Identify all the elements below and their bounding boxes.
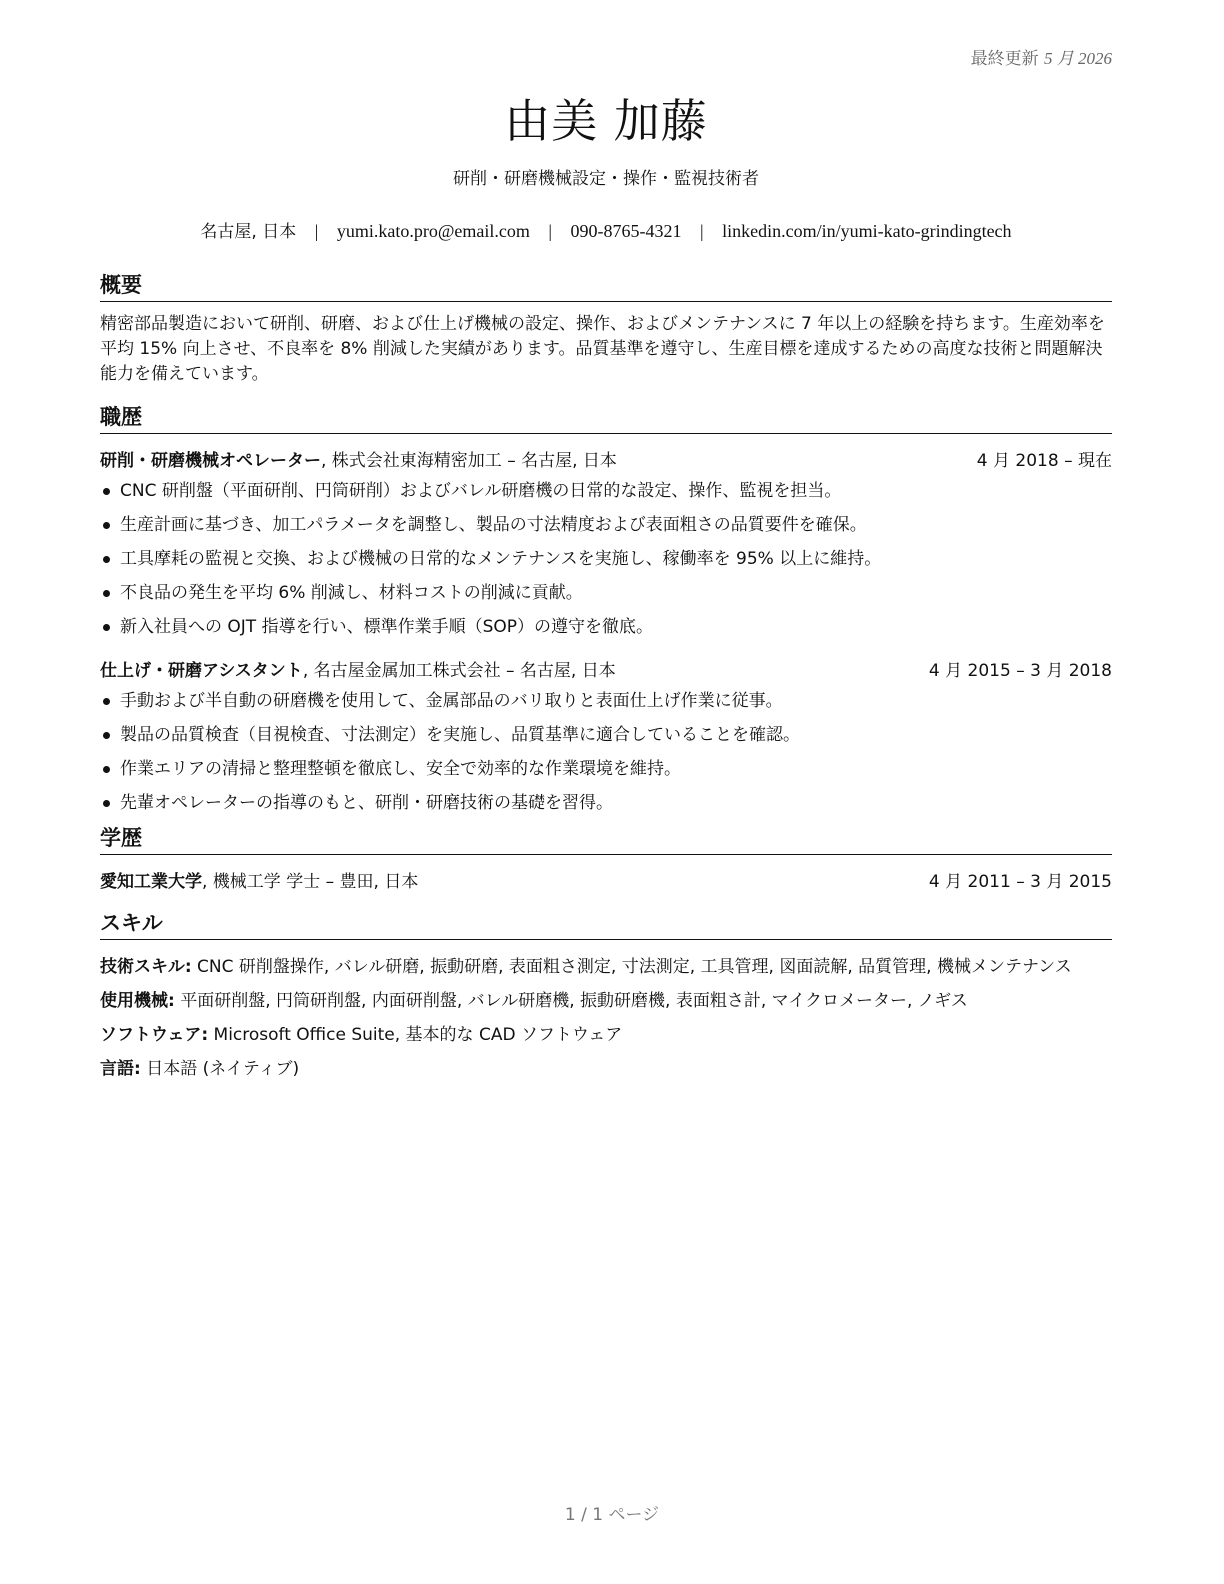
job-title-line <box>100 448 617 474</box>
job-bullet: 手動および半自動の研磨機を使用して、金属部品のバリ取りと表面仕上げ作業に従事。 <box>100 688 1112 714</box>
education-school: 愛知工業大学 <box>100 872 202 892</box>
section-title-summary: 概要 <box>100 271 1112 302</box>
section-title-skills: スキル <box>100 909 1112 940</box>
job-bullet: 工具摩耗の監視と交換、および機械の日常的なメンテナンスを実施し、稼働率を 95% 以上に維持。 <box>100 546 1112 572</box>
skill-value: 日本語 (ネイティブ) <box>140 1059 300 1079</box>
skill-row <box>100 988 1112 1014</box>
education-line <box>100 869 418 895</box>
summary-text: 精密部品製造において研削、研磨、および仕上げ機械の設定、操作、およびメンテナンスに 7 年以上の経験を持ちます。生産効率を平均 15% 向上させ、不良率を 8% 削減した実績があります。品質基準を遵守し、生産目標を達成するための高度な技術と問題解決能力を備えています。 <box>100 314 1105 384</box>
skill-value: Microsoft Office Suite, 基本的な CAD ソフトウェア <box>208 1025 623 1045</box>
job-bullet: 先輩オペレーターの指導のもと、研削・研磨技術の基礎を習得。 <box>100 790 1112 816</box>
job-header <box>100 658 1112 684</box>
last-updated-label: 最終更新 <box>970 49 1039 69</box>
last-updated-date: 5 月 2026 <box>1044 49 1112 68</box>
job-entry <box>100 658 1112 816</box>
skill-row <box>100 954 1112 980</box>
contact-separator: | <box>700 221 704 241</box>
skill-label: 言語: <box>100 1059 141 1079</box>
skill-value: 平面研削盤, 円筒研削盤, 内面研削盤, バレル研磨機, 振動研磨機, 表面粗さ計, マイクロメーター, ノギス <box>174 991 968 1011</box>
job-bullet: 不良品の発生を平均 6% 削減し、材料コストの削減に貢献。 <box>100 580 1112 606</box>
job-bullet: 生産計画に基づき、加工パラメータを調整し、製品の寸法精度および表面粗さの品質要件を確保。 <box>100 512 1112 538</box>
job-header <box>100 448 1112 474</box>
job-role: 仕上げ・研磨アシスタント <box>100 661 303 681</box>
job-bullet: 新入社員への OJT 指導を行い、標準作業手順（SOP）の遵守を徹底。 <box>100 614 1112 640</box>
skill-row <box>100 1056 1112 1082</box>
contact-linkedin[interactable]: linkedin.com/in/yumi-kato-grindingtech <box>722 221 1012 241</box>
job-tagline: 研削・研磨機械設定・操作・監視技術者 <box>453 169 759 189</box>
job-title-line <box>100 658 616 684</box>
job-bullets <box>100 478 1112 640</box>
job-bullet: 製品の品質検査（目視検査、寸法測定）を実施し、品質基準に適合していることを確認。 <box>100 722 1112 748</box>
job-dates: 4 月 2018 – 現在 <box>976 451 1112 471</box>
contact-phone[interactable]: 090-8765-4321 <box>570 221 682 241</box>
job-dates: 4 月 2015 – 3 月 2018 <box>928 661 1112 681</box>
skill-label: 技術スキル: <box>100 957 192 977</box>
job-company: , 名古屋金属加工株式会社 – 名古屋, 日本 <box>302 661 616 681</box>
job-bullets <box>100 688 1112 816</box>
section-title-experience: 職歴 <box>100 403 1112 434</box>
job-entry <box>100 448 1112 640</box>
resume-page <box>100 0 1112 1090</box>
contact-line <box>100 218 1112 245</box>
education-dates: 4 月 2011 – 3 月 2015 <box>928 872 1112 892</box>
job-company: , 株式会社東海精密加工 – 名古屋, 日本 <box>321 451 617 471</box>
skill-label: 使用機械: <box>100 991 175 1011</box>
job-bullet: 作業エリアの清掃と整理整頓を徹底し、安全で効率的な作業環境を維持。 <box>100 756 1112 782</box>
contact-location: 名古屋, 日本 <box>200 222 297 242</box>
person-name: 由美 加藤 <box>504 94 708 148</box>
job-bullet: CNC 研削盤（平面研削、円筒研削）およびバレル研磨機の日常的な設定、操作、監視を担当。 <box>100 478 1112 504</box>
skill-row <box>100 1022 1112 1048</box>
job-role: 研削・研磨機械オペレーター <box>100 451 321 471</box>
education-detail: , 機械工学 学士 – 豊田, 日本 <box>202 872 419 892</box>
section-title-education: 学歴 <box>100 824 1112 855</box>
contact-email[interactable]: yumi.kato.pro@email.com <box>336 221 530 241</box>
page-indicator: 1 / 1 ページ <box>564 1505 660 1525</box>
education-entry <box>100 869 1112 895</box>
contact-separator: | <box>314 221 319 241</box>
skill-value: CNC 研削盤操作, バレル研磨, 振動研磨, 表面粗さ測定, 寸法測定, 工具管理, 図面読解, 品質管理, 機械メンテナンス <box>191 957 1072 977</box>
skills-list <box>100 954 1112 1082</box>
contact-separator: | <box>548 221 552 241</box>
skill-label: ソフトウェア: <box>100 1025 209 1045</box>
